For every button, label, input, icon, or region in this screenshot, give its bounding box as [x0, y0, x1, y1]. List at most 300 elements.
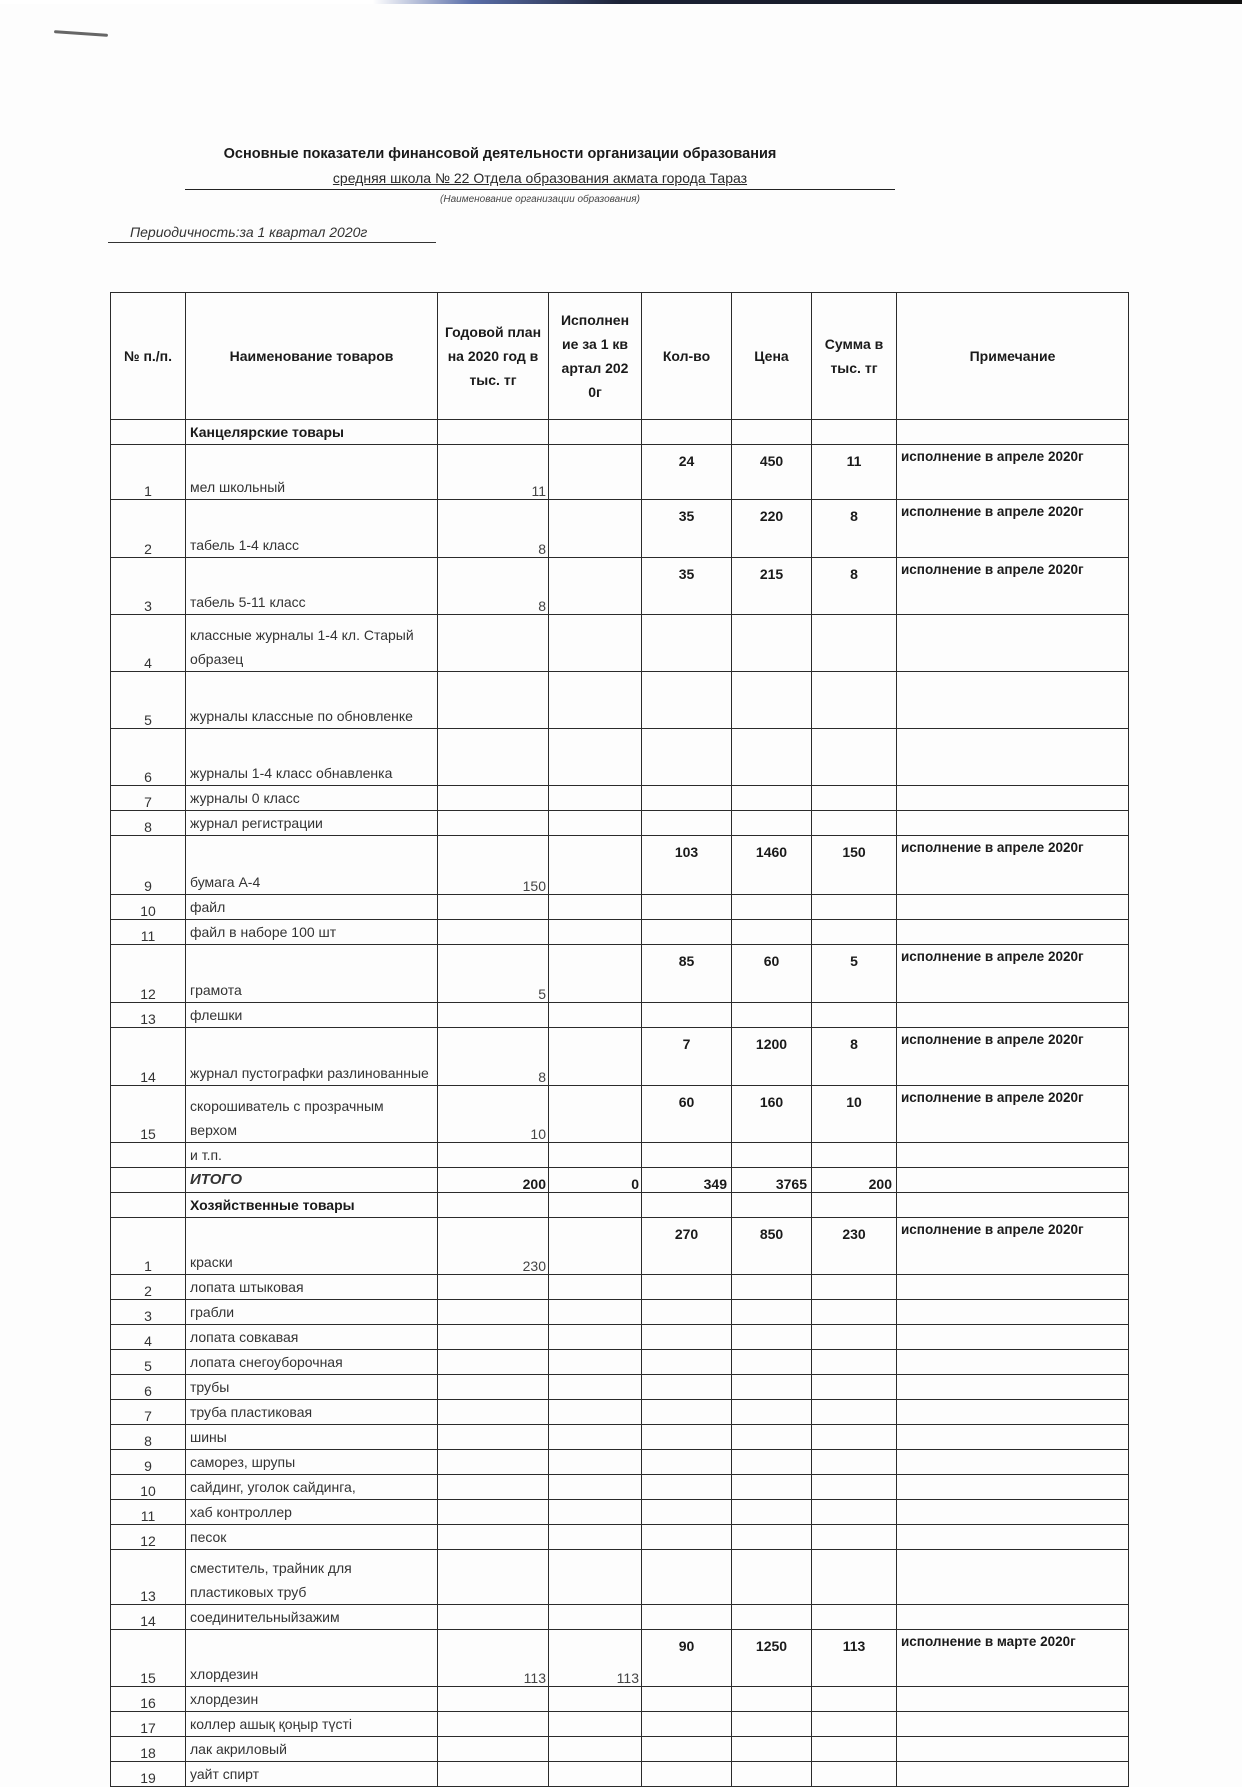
cell-exec [549, 1003, 642, 1028]
cell-note [897, 1475, 1129, 1500]
cell-note [897, 786, 1129, 811]
cell-sum [812, 1425, 897, 1450]
cell-sum [812, 1400, 897, 1425]
cell-price [732, 1350, 812, 1375]
cell-qty: 24 [642, 445, 732, 500]
cell-note: исполнение в апреле 2020г [897, 1028, 1129, 1086]
cell-num: 8 [111, 811, 186, 836]
table-row [111, 1350, 1129, 1375]
cell-name: соединительныйзажим [186, 1605, 438, 1630]
cell-plan [438, 1400, 549, 1425]
cell-note [897, 1525, 1129, 1550]
cell-qty [642, 729, 732, 786]
cell-plan [438, 1605, 549, 1630]
cell-sum [812, 786, 897, 811]
cell-note [897, 1687, 1129, 1712]
cell-price [732, 1712, 812, 1737]
cell-sum [812, 1605, 897, 1630]
cell-price [732, 1525, 812, 1550]
table-row [111, 1325, 1129, 1350]
cell-price [732, 1425, 812, 1450]
cell-num: 6 [111, 1375, 186, 1400]
table-row [111, 1605, 1129, 1630]
cell-note: исполнение в апреле 2020г [897, 945, 1129, 1003]
empty-cell [438, 1193, 549, 1218]
cell-qty: 7 [642, 1028, 732, 1086]
cell-exec [549, 500, 642, 558]
cell-sum [812, 895, 897, 920]
cell-note [897, 615, 1129, 672]
cell-num: 14 [111, 1605, 186, 1630]
cell-qty: 270 [642, 1218, 732, 1275]
organization-underline [185, 189, 895, 190]
cell-num: 10 [111, 1475, 186, 1500]
cell-plan [438, 1143, 549, 1168]
cell-name: табель 1-4 класс [186, 500, 438, 558]
cell-plan [438, 786, 549, 811]
cell-price: 215 [732, 558, 812, 615]
header-name: Наименование товаров [186, 293, 438, 420]
cell-exec [549, 895, 642, 920]
cell-name: бумага А-4 [186, 836, 438, 895]
cell-note [897, 1737, 1129, 1762]
empty-cell [732, 1193, 812, 1218]
cell-sum [812, 1712, 897, 1737]
cell-plan [438, 1350, 549, 1375]
table-row [111, 672, 1129, 729]
cell-plan [438, 1525, 549, 1550]
total-qty: 349 [642, 1168, 732, 1193]
header-exec: Исполнение за 1 квартал 2020г [549, 293, 642, 420]
table-row [111, 836, 1129, 895]
cell-price [732, 1737, 812, 1762]
cell-name: хлордезин [186, 1630, 438, 1687]
cell-num: 3 [111, 558, 186, 615]
cell-name: мел школьный [186, 445, 438, 500]
cell-plan [438, 672, 549, 729]
header-qty: Кол-во [642, 293, 732, 420]
cell-sum [812, 811, 897, 836]
cell-num: 17 [111, 1712, 186, 1737]
cell-num: 14 [111, 1028, 186, 1086]
cell-sum: 230 [812, 1218, 897, 1275]
cell-name: саморез, шрупы [186, 1450, 438, 1475]
cell-note: исполнение в апреле 2020г [897, 836, 1129, 895]
table-row [111, 895, 1129, 920]
cell-num: 15 [111, 1086, 186, 1143]
cell-note [897, 1762, 1129, 1787]
cell-qty [642, 1605, 732, 1630]
cell-name: лопата совкавая [186, 1325, 438, 1350]
cell-num: 13 [111, 1003, 186, 1028]
cell-num: 7 [111, 786, 186, 811]
cell-name: грабли [186, 1300, 438, 1325]
cell-qty: 90 [642, 1630, 732, 1687]
cell-sum: 10 [812, 1086, 897, 1143]
cell-exec [549, 1300, 642, 1325]
cell-exec [549, 615, 642, 672]
organization-name: средняя школа № 22 Отдела образования акмата города Тараз [332, 170, 748, 186]
cell-price [732, 672, 812, 729]
cell-sum: 113 [812, 1630, 897, 1687]
cell-exec: 113 [549, 1630, 642, 1687]
cell-name: и т.п. [186, 1143, 438, 1168]
cell-exec [549, 1712, 642, 1737]
cell-price: 160 [732, 1086, 812, 1143]
cell-note [897, 920, 1129, 945]
cell-exec [549, 786, 642, 811]
cell-sum [812, 1300, 897, 1325]
cell-price [732, 1325, 812, 1350]
table-row [111, 1687, 1129, 1712]
empty-cell [897, 420, 1129, 445]
cell-plan: 113 [438, 1630, 549, 1687]
table-row [111, 1550, 1129, 1605]
cell-note: исполнение в апреле 2020г [897, 1086, 1129, 1143]
table-row [111, 1275, 1129, 1300]
cell-price: 850 [732, 1218, 812, 1275]
cell-name: лак акриловый [186, 1737, 438, 1762]
cell-price [732, 1550, 812, 1605]
table-row [111, 1475, 1129, 1500]
cell-plan [438, 811, 549, 836]
cell-qty [642, 1737, 732, 1762]
cell-plan [438, 1375, 549, 1400]
cell-qty [642, 1003, 732, 1028]
cell-note [897, 1500, 1129, 1525]
period-underline [108, 242, 436, 243]
cell-price [732, 1400, 812, 1425]
cell-exec [549, 1450, 642, 1475]
cell-num: 4 [111, 615, 186, 672]
cell-qty [642, 1762, 732, 1787]
cell-plan [438, 1687, 549, 1712]
cell-name: грамота [186, 945, 438, 1003]
table-row [111, 945, 1129, 1003]
cell-num: 19 [111, 1762, 186, 1787]
cell-num: 12 [111, 1525, 186, 1550]
cell-plan [438, 1425, 549, 1450]
cell-exec [549, 1475, 642, 1500]
cell-plan [438, 1712, 549, 1737]
cell-sum [812, 1375, 897, 1400]
cell-exec [549, 1028, 642, 1086]
table-row [111, 786, 1129, 811]
header-sum: Сумма в тыс. тг [812, 293, 897, 420]
cell-num: 8 [111, 1425, 186, 1450]
total-plan: 200 [438, 1168, 549, 1193]
cell-note [897, 729, 1129, 786]
cell-note [897, 1350, 1129, 1375]
cell-qty [642, 920, 732, 945]
cell-note: исполнение в апреле 2020г [897, 558, 1129, 615]
cell-num: 16 [111, 1687, 186, 1712]
header-note: Примечание [897, 293, 1129, 420]
cell-qty [642, 1550, 732, 1605]
cell-exec [549, 1275, 642, 1300]
cell-sum [812, 1450, 897, 1475]
cell-num: 1 [111, 445, 186, 500]
cell-note [897, 1550, 1129, 1605]
cell-exec [549, 811, 642, 836]
cell-exec [549, 1762, 642, 1787]
table-row [111, 1143, 1129, 1168]
section-num [111, 420, 186, 445]
cell-sum [812, 1525, 897, 1550]
cell-name: сайдинг, уголок сайдинга, [186, 1475, 438, 1500]
cell-exec [549, 1400, 642, 1425]
cell-sum: 5 [812, 945, 897, 1003]
cell-num: 18 [111, 1737, 186, 1762]
cell-price [732, 1500, 812, 1525]
cell-note [897, 811, 1129, 836]
cell-plan: 11 [438, 445, 549, 500]
cell-exec [549, 1500, 642, 1525]
cell-exec [549, 945, 642, 1003]
section-header-row [111, 420, 1129, 445]
cell-exec [549, 1425, 642, 1450]
cell-sum: 8 [812, 1028, 897, 1086]
cell-name: скорошиватель с прозрачным верхом [186, 1086, 438, 1143]
cell-note: исполнение в апреле 2020г [897, 445, 1129, 500]
cell-sum [812, 1275, 897, 1300]
cell-price [732, 1300, 812, 1325]
total-exec: 0 [549, 1168, 642, 1193]
cell-exec [549, 1550, 642, 1605]
cell-name: классные журналы 1-4 кл. Старый образец [186, 615, 438, 672]
table-row [111, 1086, 1129, 1143]
cell-qty [642, 1687, 732, 1712]
cell-note [897, 1400, 1129, 1425]
cell-qty [642, 895, 732, 920]
table-row [111, 558, 1129, 615]
cell-qty [642, 615, 732, 672]
empty-cell [812, 420, 897, 445]
cell-num: 9 [111, 836, 186, 895]
cell-sum [812, 1475, 897, 1500]
cell-price [732, 811, 812, 836]
cell-num [111, 1143, 186, 1168]
cell-name: файл [186, 895, 438, 920]
cell-note [897, 672, 1129, 729]
cell-price [732, 786, 812, 811]
cell-note [897, 1325, 1129, 1350]
section-label: Хозяйственные товары [186, 1193, 438, 1218]
cell-price [732, 1687, 812, 1712]
cell-exec [549, 729, 642, 786]
cell-name: флешки [186, 1003, 438, 1028]
cell-sum: 8 [812, 558, 897, 615]
cell-qty: 35 [642, 558, 732, 615]
empty-cell [642, 420, 732, 445]
cell-plan [438, 1500, 549, 1525]
cell-sum [812, 1500, 897, 1525]
cell-sum [812, 1143, 897, 1168]
organization-caption: (Наименование организации образования) [440, 194, 640, 205]
cell-name: краски [186, 1218, 438, 1275]
cell-name: журналы 1-4 класс обнавленка [186, 729, 438, 786]
cell-sum: 150 [812, 836, 897, 895]
cell-num: 11 [111, 920, 186, 945]
table-row [111, 1300, 1129, 1325]
table-row [111, 1762, 1129, 1787]
cell-note: исполнение в марте 2020г [897, 1630, 1129, 1687]
section-header-row [111, 1193, 1129, 1218]
cell-exec [549, 920, 642, 945]
cell-exec [549, 1687, 642, 1712]
cell-note [897, 1425, 1129, 1450]
cell-sum [812, 729, 897, 786]
cell-note [897, 1275, 1129, 1300]
cell-price [732, 729, 812, 786]
cell-sum [812, 1762, 897, 1787]
cell-note [897, 1143, 1129, 1168]
cell-num: 4 [111, 1325, 186, 1350]
table-row [111, 1712, 1129, 1737]
cell-qty [642, 1425, 732, 1450]
cell-plan [438, 1475, 549, 1500]
cell-price [732, 1143, 812, 1168]
cell-name: трубы [186, 1375, 438, 1400]
table-row [111, 1425, 1129, 1450]
cell-name: журнал регистрации [186, 811, 438, 836]
cell-plan [438, 1550, 549, 1605]
cell-num: 5 [111, 1350, 186, 1375]
total-label: ИТОГО [186, 1168, 438, 1193]
cell-plan: 230 [438, 1218, 549, 1275]
table-row [111, 1028, 1129, 1086]
cell-qty [642, 786, 732, 811]
cell-price: 450 [732, 445, 812, 500]
empty-cell [438, 420, 549, 445]
cell-plan: 8 [438, 1028, 549, 1086]
cell-sum [812, 1687, 897, 1712]
table-header-row [111, 293, 1129, 420]
cell-qty [642, 672, 732, 729]
cell-qty [642, 1325, 732, 1350]
cell-sum [812, 1325, 897, 1350]
cell-plan: 5 [438, 945, 549, 1003]
cell-plan [438, 1762, 549, 1787]
cell-name: хаб контроллер [186, 1500, 438, 1525]
cell-name: табель 5-11 класс [186, 558, 438, 615]
cell-exec [549, 558, 642, 615]
cell-exec [549, 445, 642, 500]
total-row [111, 1168, 1129, 1193]
cell-sum: 8 [812, 500, 897, 558]
cell-price [732, 1375, 812, 1400]
cell-name: лопата снегоуборочная [186, 1350, 438, 1375]
empty-cell [549, 1193, 642, 1218]
empty-cell [897, 1193, 1129, 1218]
table-row [111, 811, 1129, 836]
cell-plan [438, 1450, 549, 1475]
cell-num: 6 [111, 729, 186, 786]
cell-price [732, 1605, 812, 1630]
cell-price: 1460 [732, 836, 812, 895]
cell-note: исполнение в апреле 2020г [897, 1218, 1129, 1275]
cell-exec [549, 1325, 642, 1350]
header-price: Цена [732, 293, 812, 420]
total-price: 3765 [732, 1168, 812, 1193]
table-row [111, 1737, 1129, 1762]
cell-num: 15 [111, 1630, 186, 1687]
cell-sum: 11 [812, 445, 897, 500]
table-row [111, 1375, 1129, 1400]
table-row [111, 1218, 1129, 1275]
cell-qty [642, 1275, 732, 1300]
period-label: Периодичность:за 1 квартал 2020г [130, 224, 368, 240]
cell-qty [642, 1400, 732, 1425]
cell-name: сместитель, трайник для пластиковых труб [186, 1550, 438, 1605]
cell-sum [812, 1737, 897, 1762]
cell-name: коллер ашық қоңыр түсті [186, 1712, 438, 1737]
financial-table [110, 292, 1129, 1787]
cell-note [897, 1605, 1129, 1630]
cell-num: 2 [111, 500, 186, 558]
cell-plan [438, 1003, 549, 1028]
cell-qty: 60 [642, 1086, 732, 1143]
cell-price [732, 1762, 812, 1787]
scan-top-edge [0, 0, 1242, 4]
cell-qty [642, 1500, 732, 1525]
cell-note [897, 895, 1129, 920]
document-title: Основные показатели финансовой деятельности организации образования [223, 146, 777, 162]
cell-name: песок [186, 1525, 438, 1550]
cell-sum [812, 615, 897, 672]
cell-name: файл в наборе 100 шт [186, 920, 438, 945]
cell-exec [549, 672, 642, 729]
empty-cell [732, 420, 812, 445]
table-row [111, 1630, 1129, 1687]
table-row [111, 1525, 1129, 1550]
table-row [111, 1500, 1129, 1525]
cell-plan: 8 [438, 558, 549, 615]
cell-plan [438, 1325, 549, 1350]
cell-note [897, 1300, 1129, 1325]
cell-exec [549, 1737, 642, 1762]
cell-plan [438, 1275, 549, 1300]
cell-sum [812, 1003, 897, 1028]
cell-plan: 8 [438, 500, 549, 558]
cell-exec [549, 836, 642, 895]
cell-price [732, 1450, 812, 1475]
scan-mark [54, 30, 108, 37]
section-num [111, 1193, 186, 1218]
cell-qty: 103 [642, 836, 732, 895]
cell-note [897, 1712, 1129, 1737]
cell-qty [642, 1475, 732, 1500]
cell-name: уайт спирт [186, 1762, 438, 1787]
table-row [111, 615, 1129, 672]
table-row [111, 1450, 1129, 1475]
cell-name: журналы классные по обновленке [186, 672, 438, 729]
cell-note [897, 1003, 1129, 1028]
empty-cell [549, 420, 642, 445]
table-row [111, 1400, 1129, 1425]
cell-plan [438, 615, 549, 672]
header-plan: Годовой план на 2020 год в тыс. тг [438, 293, 549, 420]
cell-name: хлордезин [186, 1687, 438, 1712]
table-row [111, 729, 1129, 786]
cell-qty [642, 1300, 732, 1325]
cell-qty [642, 1525, 732, 1550]
total-note [897, 1168, 1129, 1193]
table-row [111, 500, 1129, 558]
cell-name: журналы 0 класс [186, 786, 438, 811]
cell-plan: 10 [438, 1086, 549, 1143]
cell-plan [438, 1737, 549, 1762]
